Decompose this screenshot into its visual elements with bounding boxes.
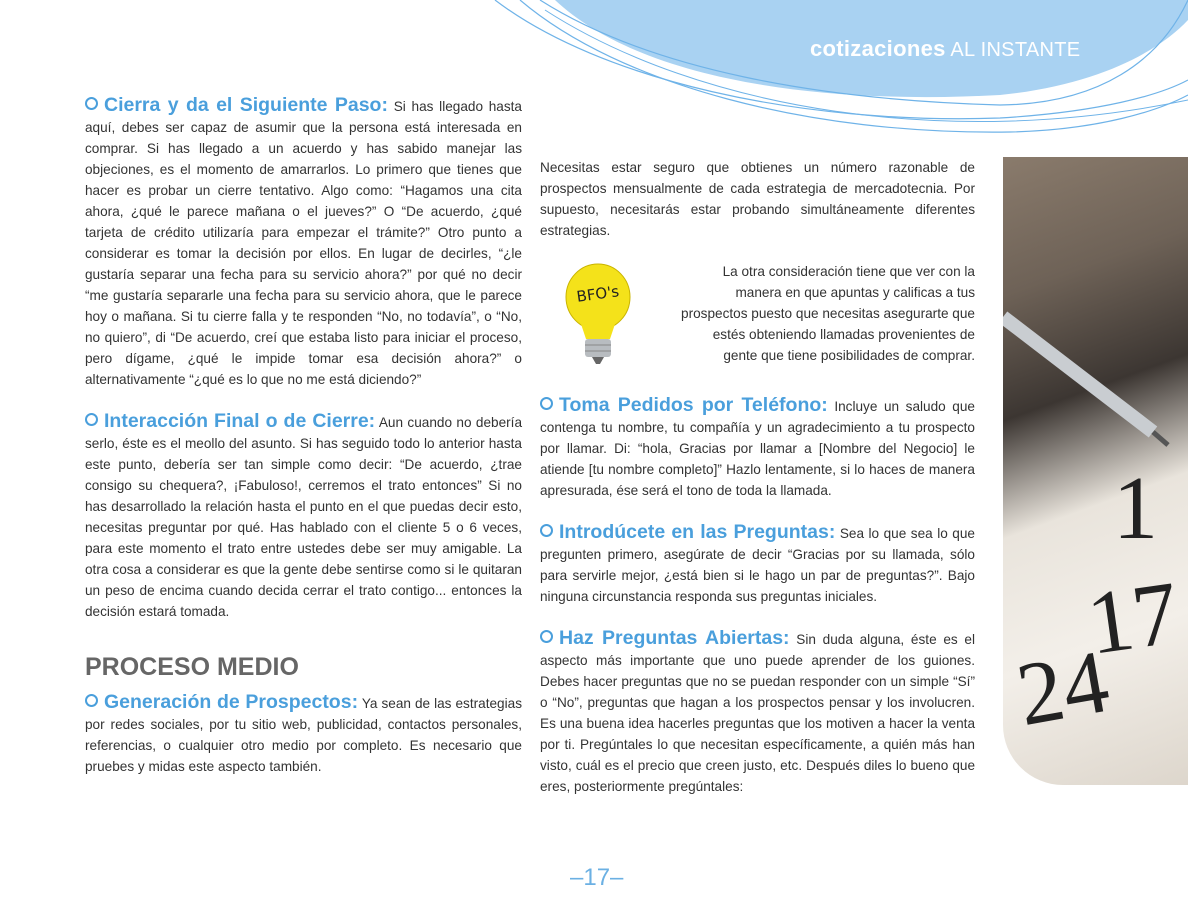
- left-column: [85, 95, 522, 798]
- calendar-number: 1: [1113, 459, 1158, 558]
- brand-logo: [810, 36, 1080, 62]
- calendar-number: 24: [1010, 631, 1116, 746]
- paragraph-intro: Necesitas estar seguro que obtienes un número razonable de prospectos mensualmente de cada estrategia de mercadotecnia. Por supuesto, necesitarás estar probando simultáneamente diferentes estrategias.: [540, 160, 975, 238]
- bullet-icon: [85, 694, 98, 707]
- section-title: PROCESO MEDIO: [85, 653, 299, 681]
- body-interaccion: Aun cuando no debería serlo, éste es el meollo del asunto. Si has seguido todo lo anterior hasta este punto, debería ser tan simple como decir: “De acuerdo, ¿trae consigo su chequera?, ¡Fabuloso!, cerremos el trato entonces” Si no has desarrollado la relación hasta el punto en el que puedas decir esto, necesitas preguntar por qué. Has hablado con el cliente 5 o 6 veces, para este momento el trato entre ustedes debe ser muy amigable. La otra cosa a considerar es que la gente debe sentirse como si le quitaran un peso de encima cuando decida cerrar el trato contigo... entonces la decisión estará tomada.: [85, 415, 522, 619]
- brand-rest: AL INSTANTE: [945, 39, 1081, 61]
- bullet-icon: [540, 630, 553, 643]
- bullet-icon: [540, 397, 553, 410]
- calendar-number: 17: [1081, 563, 1185, 674]
- body-introducete: Sea lo que sea lo que pregunten primero, asegúrate de decir “Gracias por su llamada, sólo para servirle mejor, ¿está bien si le hago un par de preguntas?”. Bajo ninguna circunstancia responda sus preguntas iniciales.: [540, 526, 975, 604]
- body-generacion: Ya sean de las estrategias por redes sociales, por tu sitio web, publicidad, contactos personales, referencias, o cualquier otro medio por completo. Es necesario que pruebes y midas este aspecto también.: [85, 696, 522, 774]
- right-column: [540, 157, 975, 818]
- heading-generacion: Generación de Prospectos:: [104, 691, 359, 713]
- paragraph-generacion: [85, 692, 522, 777]
- heading-interaccion: Interacción Final o de Cierre:: [104, 410, 376, 432]
- paragraph-cierra: [85, 95, 522, 390]
- paragraph-interaccion: [85, 411, 522, 622]
- paragraph-introducete: [540, 522, 975, 607]
- paragraph-preguntas-abiertas: [540, 628, 975, 797]
- heading-toma-pedidos: Toma Pedidos por Teléfono:: [559, 394, 828, 416]
- body-preguntas-abiertas: Sin duda alguna, éste es el aspecto más importante que uno puede aprender de los guiones. Debes hacer preguntas que no se puedan responder con un simple “Sí” o “No”, preguntas que hagan a los prospectos pensar y los involucren. Es una buena idea hacerles preguntas que los motiven a hacer la venta por ti. Pregúntales lo que necesitan específicamente, a quién más han visto, cuál es el precio que creen justo, etc. Después diles lo bueno que eres, posteriormente pregúntales:: [540, 632, 976, 794]
- bullet-icon: [85, 97, 98, 110]
- brand-bold: cotizaciones: [810, 36, 946, 61]
- lightbulb-icon: [558, 261, 638, 371]
- heading-introducete: Introdúcete en las Preguntas:: [559, 521, 836, 543]
- bullet-icon: [540, 524, 553, 537]
- body-cierra: Si has llegado hasta aquí, debes ser capaz de asumir que la persona está interesada en comprar. Si has llegado a un acuerdo y has sabido manejar las objeciones, es el momento de amarrarlos. Lo primero que tienes que hacer es probar un cierre tentativo. Algo como: “Hagamos una cita ahora, ¿qué le parece mañana o el jueves?” O “De acuerdo, ¿qué tarjeta de crédito utilizaría para empezar el trámite?” Otro punto a considerar es tomar la decisión por ellos. En lugar de decirles, “¿le gustaría separar una fecha para su servicio ahora?” por qué no decir “me gustaría separarle una fecha para su servicio ahora, que le parece hoy o mañana. Si tu cierre falla y te responden “No, no todavía”, o “No, no quiero”, di “De acuerdo, creí que estaba listo para iniciar el proceso, pero dígame, ¿qué le impide tomar esa decisión ahora?” o alternativamente “¿qué es lo que no me está diciendo?”: [85, 99, 522, 387]
- bulb-callout: [540, 261, 975, 381]
- page-number: –17–: [570, 864, 624, 891]
- bulb-label: BFO's: [575, 282, 621, 306]
- heading-preguntas-abiertas: Haz Preguntas Abiertas:: [559, 627, 790, 649]
- bullet-icon: [85, 413, 98, 426]
- bulb-text: La otra consideración tiene que ver con la manera en que apuntas y calificas a tus prospectos puesto que necesitas asegurarte que estés obteniendo llamadas provenientes de gente que tiene posibilidades de comprar.: [681, 264, 975, 363]
- paragraph-toma-pedidos: [540, 395, 975, 501]
- calendar-pen-photo: [1003, 157, 1188, 785]
- heading-cierra: Cierra y da el Siguiente Paso:: [104, 94, 388, 116]
- body-toma-pedidos: Incluye un saludo que contenga tu nombre, tu compañía y un agradecimiento a tu prospecto por llamar. Di: “hola, Gracias por llamar a [Nombre del Negocio] le atiende [tu nombre completo]” Hazlo lentamente, si lo haces de manera apresurada, ése será el tono de toda la llamada.: [540, 399, 975, 498]
